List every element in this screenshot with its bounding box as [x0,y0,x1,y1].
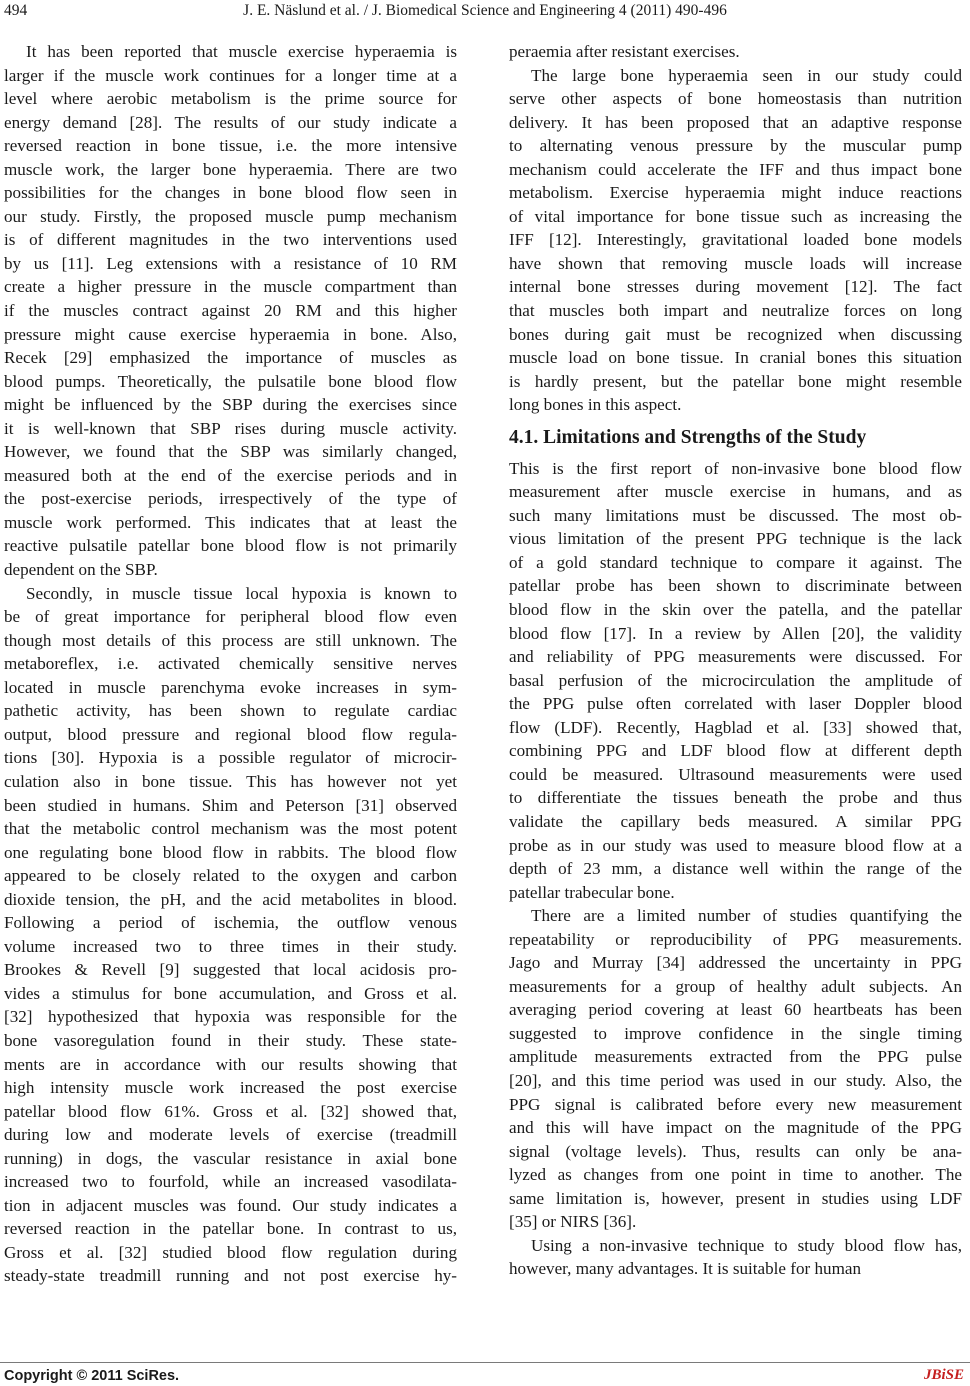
text-line: reactive pulsatile patellar bone blood flow is not primarily [4,536,457,556]
text-line: Brookes & Revell [9] suggested that local acidosis pro- [4,960,457,980]
text-line: steady-state treadmill running and not post exercise hy- [4,1266,457,1286]
text-line: by us [11]. Leg extensions with a resistance of 10 RM [4,253,457,273]
text-line: our study. Firstly, the proposed muscle pump mechanism [4,206,457,226]
text-line: blood pumps. Theoretically, the pulsatile bone blood flow [4,371,457,391]
text-line: Following a period of ischemia, the outflow venous [4,913,457,933]
text-line: and reliability of PPG measurements were discussed. For [509,647,962,667]
text-line: pathetic activity, has been shown to regulate cardiac [4,701,457,721]
text-line: vious limitation of the present PPG technique is the lack [509,529,962,549]
text-line: that the metabolic control mechanism was the most potent [4,819,457,839]
left-column [4,40,457,1288]
text-line: blood flow in the skin over the patella, and the patellar [509,600,962,620]
text-line: Using a non-invasive technique to study blood flow has, [531,1235,962,1255]
text-line: flow (LDF). Recently, Hagblad et al. [33] showed that, [509,717,962,737]
text-line: might be influenced by the SBP during the exercises since [4,395,457,415]
text-line: measurements for a group of healthy adult subjects. An [509,976,962,996]
text-line: increased two to fourfold, while an increased vasodilata- [4,1172,457,1192]
page-header [0,0,970,30]
text-line: metaboreflex, i.e. activated chemically sensitive nerves [4,654,457,674]
text-line: of a gold standard technique to compare it against. The [509,552,962,572]
text-line: culation also in bone tissue. This has however not yet [4,771,457,791]
text-line: of vital importance for bone tissue such as increasing the [509,206,962,226]
text-line: Jago and Murray [34] addressed the uncertainty in PPG [509,953,962,973]
text-line: The large bone hyperaemia seen in our study could [531,65,962,85]
text-line: located in muscle parenchyma evoke increases in sym- [4,677,457,697]
text-line: during low and moderate levels of exercise (treadmill [4,1125,457,1145]
text-line: to differentiate the tissues beneath the probe and thus [509,788,962,808]
text-line: be of great importance for peripheral blood flow even [4,607,457,627]
text-line: delivery. It has been proposed that an adaptive response [509,112,962,132]
text-line: one regulating bone blood flow in rabbits. The blood flow [4,842,457,862]
text-line: larger if the muscle work continues for a longer time at a [4,65,457,85]
text-line: such many limitations must be discussed. The most ob- [509,505,962,525]
text-line: Recek [29] emphasized the importance of muscles as [4,348,457,368]
text-line: measured both at the end of the exercise periods and in [4,465,457,485]
text-line: however, many advantages. It is suitable for human [509,1259,862,1279]
running-head: J. E. Näslund et al. / J. Biomedical Science and Engineering 4 (2011) 490-496 [243,2,727,19]
text-line: ments are in accordance with our results showing that [4,1054,457,1074]
text-line: combining PPG and LDF blood flow at different depth [509,741,962,761]
text-line: been studied in humans. Shim and Peterson [31] observed [4,795,457,815]
right-column [509,40,962,1281]
text-line: dioxide tension, the pH, and the acid metabolites in blood. [4,889,457,909]
text-line: peraemia after resistant exercises. [509,42,740,61]
text-line: repeatability or reproducibility of PPG measurements. [509,929,962,949]
text-line: output, blood pressure and regional blood flow regula- [4,724,457,744]
section-heading: 4.1. Limitations and Strengths of the Study [509,426,867,448]
text-line: However, we found that the SBP was similarly changed, [4,442,457,462]
text-line: if the muscles contract against 20 RM and this higher [4,301,457,321]
text-line: Secondly, in muscle tissue local hypoxia is known to [26,583,457,603]
text-line: suggested to improve confidence in the single timing [509,1023,962,1043]
text-line: possibilities for the changes in bone blood flow seen in [4,183,457,203]
text-line: volume increased two to three times in their study. [4,936,457,956]
text-line: blood flow [17]. In a review by Allen [20], the validity [509,623,962,643]
text-line: long bones in this aspect. [509,395,682,415]
text-line: bone vasoregulation found in their study. These state- [4,1030,457,1050]
text-line: averaging period covering at least 60 heartbeats has been [509,1000,962,1020]
right-column-paragraphs-b [509,457,962,1281]
text-line: muscle work performed. This indicates that at least the [4,512,457,532]
text-line: depth of 23 mm, a distance well within the range of the [509,859,962,879]
text-line: measurement after muscle exercise in humans, and as [509,482,962,502]
text-line: muscle load on bone tissue. In cranial bones this situation [509,348,962,368]
text-line: [20], and this time period was used in our study. Also, the [509,1070,962,1090]
text-line: and this will have impact on the magnitude of the PPG [509,1118,962,1138]
text-line: that muscles both impart and neutralize forces on long [509,301,962,321]
text-line: the PPG pulse often correlated with laser Doppler blood [509,694,962,714]
text-line: the post-exercise periods, irrespectively of the type of [4,489,457,509]
text-line: [35] or NIRS [36]. [509,1212,637,1232]
text-line: could be measured. Ultrasound measurements were used [509,764,962,784]
text-line: IFF [12]. Interestingly, gravitational loaded bone models [509,230,962,250]
text-line: bones during gait must be recognized when discussing [509,324,962,344]
copyright-notice: Copyright © 2011 SciRes. [4,1368,180,1384]
text-line: basal perfusion of the microcirculation the amplitude of [509,670,962,690]
text-line: mechanism could accelerate the IFF and thus impact bone [509,159,962,179]
right-column-paragraphs-a [509,40,962,417]
text-line: to alternating venous pressure by the muscular pump [509,136,962,156]
text-line: dependent on the SBP. [4,560,158,580]
text-line: serve other aspects of bone homeostasis than nutrition [509,89,962,109]
text-line: signal (voltage levels). Thus, results can only be ana- [509,1141,962,1161]
text-line: internal bone stresses during movement [12]. The fact [509,277,962,297]
text-line: tion in adjacent muscles was found. Our study indicates a [4,1195,457,1215]
text-line: lyzed as changes from one point in time to another. The [509,1165,962,1185]
text-line: metabolism. Exercise hyperaemia might induce reactions [509,183,962,203]
text-line: patellar trabecular bone. [509,882,675,902]
text-line: PPG signal is calibrated before every new measurement [509,1094,962,1114]
text-line: patellar blood flow 61%. Gross et al. [32] showed that, [4,1101,457,1121]
text-line: is of different magnitudes in the two interventions used [4,230,457,250]
text-line: Gross et al. [32] studied blood flow regulation during [4,1242,457,1262]
text-line: appeared to be closely related to the oxygen and carbon [4,866,457,886]
text-line: probe as in our study was used to measure blood flow at a [509,835,962,855]
journal-abbreviation: JBiSE [923,1367,964,1383]
footer-rule [0,1362,970,1363]
text-line: amplitude measurements extracted from the PPG pulse [509,1047,962,1067]
text-line: This is the first report of non-invasive bone blood flow [509,458,962,478]
text-line: is hardly present, but the patellar bone might resemble [509,371,962,391]
text-line: running) in dogs, the vascular resistance in axial bone [4,1148,457,1168]
text-line: reversed reaction in the patellar bone. In contrast to us, [4,1219,457,1239]
text-line: energy demand [28]. The results of our study indicate a [4,112,457,132]
text-line: vides a stimulus for bone accumulation, and Gross et al. [4,983,457,1003]
text-line: validate the capillary beds measured. A similar PPG [509,811,962,831]
text-line: It has been reported that muscle exercise hyperaemia is [26,42,457,61]
text-line: reversed reaction in bone tissue, i.e. the more intensive [4,136,457,156]
text-line: level where aerobic metabolism is the prime source for [4,89,457,109]
text-line: same limitation is, however, present in studies using LDF [509,1188,962,1208]
text-line: though most details of this process are still unknown. The [4,630,457,650]
text-line: it is well-known that SBP rises during muscle activity. [4,418,457,438]
text-line: tions [30]. Hypoxia is a possible regulator of microcir- [4,748,457,768]
text-line: [32] hypothesized that hypoxia was responsible for the [4,1007,457,1027]
text-line: patellar probe has been shown to discriminate between [509,576,962,596]
page-number: 494 [4,2,28,19]
text-line: muscle work, the larger bone hyperaemia. There are two [4,159,457,179]
text-line: have shown that removing muscle loads will increase [509,253,962,273]
text-line: high intensity muscle work increased the post exercise [4,1078,457,1098]
text-line: pressure might cause exercise hyperaemia in bone. Also, [4,324,457,344]
text-line: There are a limited number of studies quantifying the [531,906,962,926]
text-line: create a higher pressure in the muscle compartment than [4,277,457,297]
